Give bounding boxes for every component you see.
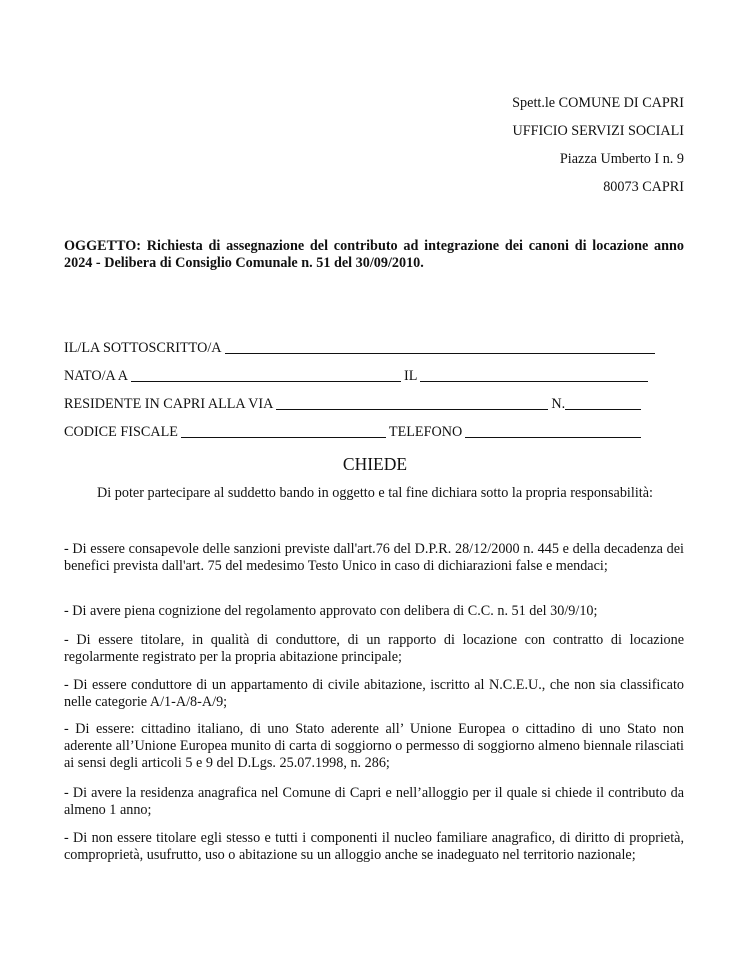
tax-code-blank-field[interactable] — [181, 436, 386, 438]
request-heading: CHIEDE — [342, 454, 408, 474]
declaration-4: - Di essere conduttore di un appartamento di civile abitazione, iscritto al N.C.E.U., che non sia classificato nelle categorie A/1-A/8-A/9; — [64, 677, 684, 710]
address-row — [64, 396, 644, 413]
intro-text: Di poter partecipare al suddetto bando in oggetto e tal fine dichiara sotto la propria responsabilità: — [97, 485, 653, 501]
declaration-5: - Di essere: cittadino italiano, di uno Stato aderente all’ Unione Europea o cittadino di uno Stato non aderente all’Unione Europea munito di carta di soggiorno o permesso di soggiorno almeno biennale rilasciati ai sensi degli articoli 5 e 9 del D.Lgs. 25.07.1998, n. 286; — [64, 721, 684, 771]
taxcode-phone-row — [64, 424, 644, 441]
recipient-line-1: Spett.le COMUNE DI CAPRI — [512, 95, 684, 111]
recipient-line-4: 80073 CAPRI — [603, 179, 684, 195]
recipient-line-2: UFFICIO SERVIZI SOCIALI — [512, 123, 684, 139]
recipient-line-3: Piazza Umberto I n. 9 — [559, 151, 684, 167]
address-label: RESIDENTE IN CAPRI ALLA VIA — [64, 396, 274, 412]
name-row — [64, 340, 658, 357]
declaration-6: - Di avere la residenza anagrafica nel Comune di Capri e nell’alloggio per il quale si chiede il contributo da almeno 1 anno; — [64, 785, 684, 818]
name-blank-field[interactable] — [225, 352, 655, 354]
birthdate-label: IL — [404, 368, 418, 384]
birth-row — [64, 368, 651, 385]
tax-code-label: CODICE FISCALE — [64, 424, 178, 440]
declaration-1: - Di essere consapevole delle sanzioni previste dall'art.76 del D.P.R. 28/12/2000 n. 445 e della decadenza dei benefici prevista dall'art. 75 del medesimo Testo Unico in caso di dichiarazioni false e mendaci; — [64, 541, 684, 574]
birthplace-label: NATO/A A — [64, 368, 128, 384]
address-blank-field[interactable] — [276, 408, 548, 410]
name-label: IL/LA SOTTOSCRITTO/A — [64, 340, 222, 356]
declaration-2: - Di avere piena cognizione del regolamento approvato con delibera di C.C. n. 51 del 30/9/10; — [64, 603, 598, 619]
birthplace-blank-field[interactable] — [131, 380, 401, 382]
declaration-3: - Di essere titolare, in qualità di conduttore, di un rapporto di locazione con contratto di locazione regolarmente registrato per la propria abitazione principale; — [64, 632, 684, 665]
number-label: N. — [551, 396, 566, 412]
subject: OGGETTO: Richiesta di assegnazione del contributo ad integrazione dei canoni di locazione anno 2024 - Delibera di Consiglio Comunale n. 51 del 30/09/2010. — [64, 238, 684, 271]
phone-blank-field[interactable] — [465, 436, 641, 438]
birthdate-blank-field[interactable] — [420, 380, 648, 382]
declaration-7: - Di non essere titolare egli stesso e tutti i componenti il nucleo familiare anagrafico, di diritto di proprietà, comproprietà, usufrutto, uso o abitazione su un alloggio anche se inadeguato nel territorio nazionale; — [64, 830, 684, 863]
phone-label: TELEFONO — [388, 424, 463, 440]
number-blank-field[interactable] — [565, 408, 641, 410]
